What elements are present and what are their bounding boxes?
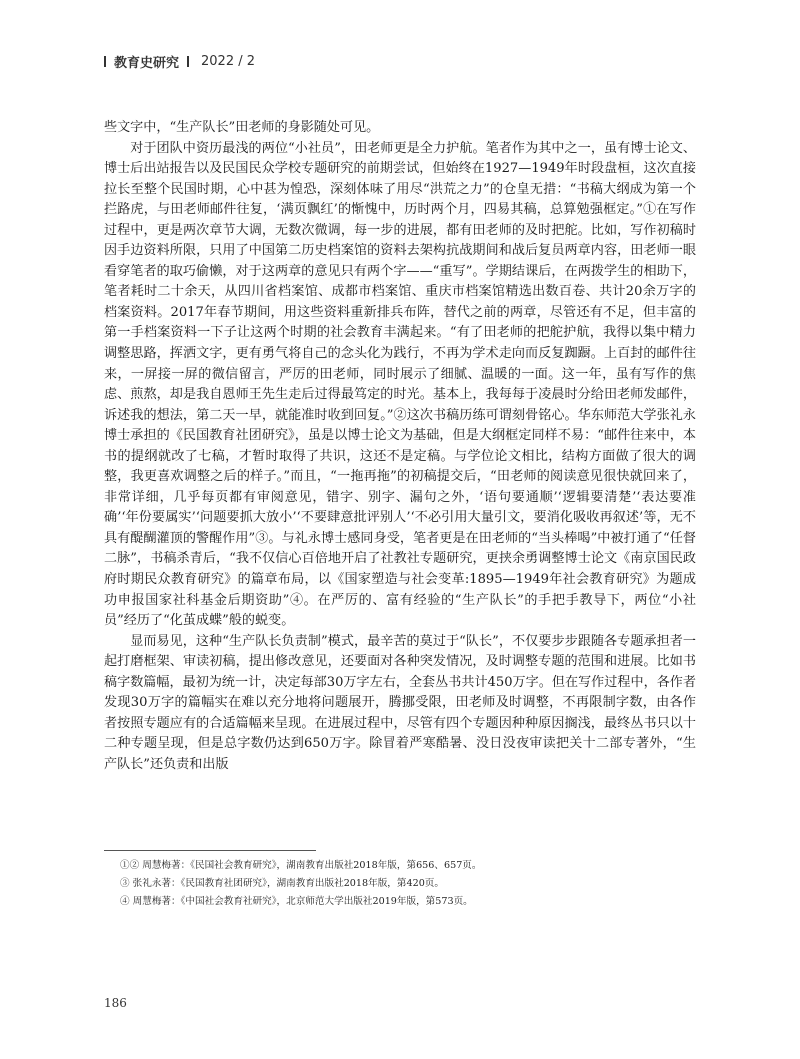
- paragraph: 对于团队中资历最浅的两位“小社员”，田老师更是全力护航。笔者作为其中之一，虽有博士论文、博士后出站报告以及民国民众学校专题研究的前期尝试，但始终在1927—1949年时段盘桓，这次直接拉长至整个民国时期，心中甚为惶恐，深刻体味了用尽“洪荒之力”的仓皇无措：“书稿大纲成为第一个拦路虎，与田老师邮件往复，‘满页飘红’的惭愧中，历时两个月，四易其稿，总算勉强框定。”①在写作过程中，更是两次章节大调，无数次微调，每一步的进展，都有田老师的及时把舵。比如，写作初稿时因手边资料所限，只用了中国第二历史档案馆的资料去架构抗战期间和战后复员两章内容，田老师一眼看穿笔者的取巧偷懒，对于这两章的意见只有两个字——“重写”。学期结课后，在两拨学生的相助下，笔者耗时二十余天，从四川省档案馆、成都市档案馆、重庆市档案馆精选出数百卷、共计20余万字的档案资料。2017年春节期间，用这些资料重新排兵布阵，替代之前的两章，尽管还有不足，但丰富的第一手档案资料一下子让这两个时期的社会教育丰满起来。“有了田老师的把舵护航，我得以集中精力调整思路，挥洒文字，更有勇气将自己的念头化为践行，不再为学术走向而反复踟蹰。上百封的邮件往来，一屏接一屏的微信留言，严厉的田老师，同时展示了细腻、温暖的一面。这一年，虽有写作的焦虑、煎熬，却是我自恩师王先生走后过得最笃定的时光。基本上，我每每于凌晨时分给田老师发邮件，诉述我的想法，第二天一早，就能准时收到回复。”②这次书稿历练可谓刻骨铭心。华东师范大学张礼永博士承担的《民国教育社团研究》，虽是以博士论文为基础，但是大纲框定同样不易：“邮件往来中，本书的提纲就改了七稿，才暂时取得了共识，这还不是定稿。与学位论文相比，结构方面做了很大的调整，我更喜欢调整之后的样子。”而且，“一拖再拖”的初稿提交后，“田老师的阅读意见很快就回来了，非常详细，几乎每页都有审阅意见，错字、别字、漏句之外，‘语句要通顺’‘逻辑要清楚’‘表达要准确’‘年份要属实’‘问题要抓大放小’‘不要肆意批评别人’‘不必引用大量引文，要消化吸收再叙述’等，无不具有醍醐灌顶的警醒作用”③。与礼永博士感同身受，笔者更是在田老师的“当头棒喝”中被打通了“任督二脉”，书稿杀青后，“我不仅信心百倍地开启了社教社专题研究，更挟余勇调整博士论文《南京国民政府时期民众教育研究》的篇章布局，以《国家塑造与社会变革:1895—1949年社会教育研究》为题成功申报国家社科基金后期资助”④。在严厉的、富有经验的“生产队长”的手把手教导下，两位“小社员”经历了“化茧成蝶”般的蜕变。: [104, 140, 696, 629]
- issue-number: 2022 / 2: [201, 54, 256, 69]
- journal-title: 教育史研究: [114, 56, 180, 71]
- footnotes: [120, 857, 700, 911]
- footnote: ①② 周慧梅著：《民国社会教育研究》，湖南教育出版社2018年版，第656、657页。: [120, 860, 482, 871]
- running-header: [104, 52, 255, 71]
- header-bar-right: [187, 56, 189, 67]
- footnote: ③ 张礼永著：《民国教育社团研究》，湖南教育出版社2018年版，第420页。: [120, 878, 444, 889]
- page-number: 186: [104, 996, 127, 1010]
- footnote-divider: [104, 850, 316, 851]
- paragraph-continuation: 些文字中，“生产队长”田老师的身影随处可见。: [104, 120, 380, 135]
- footnote: ④ 周慧梅著：《中国社会教育社研究》，北京师范大学出版社2019年版，第573页。: [120, 896, 473, 907]
- article-body: [104, 118, 696, 776]
- header-bar-left: [104, 56, 106, 67]
- paragraph: 显而易见，这种“生产队长负责制”模式，最辛苦的莫过于“队长”，不仅要步步跟随各专题承担者一起打磨框架、审读初稿，提出修改意见，还要面对各种突发情况，及时调整专题的范围和进展。比如书稿字数篇幅，最初为统一计，决定每部30万字左右，全套丛书共计450万字。但在写作过程中，各作者发现30万字的篇幅实在难以充分地将问题展开，腾挪受限，田老师及时调整，不再限制字数，由各作者按照专题应有的合适篇幅来呈现。在进展过程中，尽管有四个专题因种种原因搁浅，最终丛书只以十二种专题呈现，但是总字数仍达到650万字。除冒着严寒酷暑、没日没夜审读把关十二部专著外，“生产队长”还负责和出版: [104, 633, 696, 772]
